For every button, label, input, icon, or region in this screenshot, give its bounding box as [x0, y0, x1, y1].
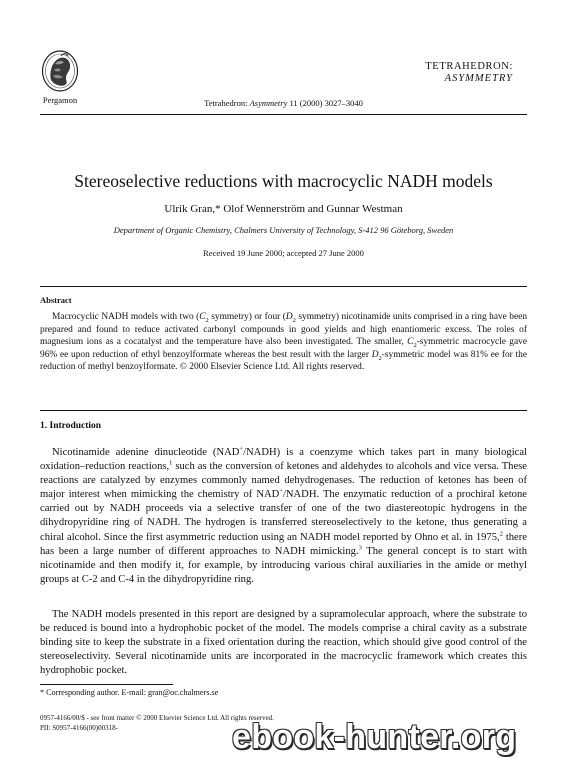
article-dates: Received 19 June 2000; accepted 27 June 2000 — [203, 248, 364, 258]
header-rule — [40, 114, 527, 115]
footnote-rule — [40, 684, 173, 685]
subscript: 2 — [378, 354, 382, 362]
reference-link[interactable]: 3 — [358, 544, 362, 552]
symbol-c: C — [407, 337, 414, 347]
superscript: + — [239, 445, 244, 453]
text-frag: Nicotinamide adenine dinucleotide (NAD — [52, 447, 240, 458]
copyright-line: 0957-4166/00/$ - see front matter © 2000 Elsevier Science Ltd. All rights reserved. — [40, 714, 274, 722]
abstract-heading: Abstract — [40, 295, 72, 305]
symbol-d: D — [371, 349, 379, 360]
abstract-frag: -symmetric macrocycle gave 96% ee upon reduction of ethyl benzoylformate whereas the best result with the larger — [40, 337, 527, 360]
abstract-frag: symmetry) nicotinamide units comprised in a ring have been prepared and found to reduce activated carbonyl compounds in good yields and high enantiomeric excess. The roles of magnesium ions as a cocatalyst and the temperature have also been investigated. The smaller, — [40, 312, 528, 347]
pii-line: PII: S0957-4166(00)00318- — [40, 724, 118, 732]
text-frag: /NADH. The enzymatic reduction of a prochiral ketone carried out by NADH proceeds via a selective transfer of one of the two diastereotopic hydrogens in the dihydropyridine ring of NADH. The hydrogen is transferred stereoselectively to the ketone, thus generating a chiral alcohol. Since the first asymmetric reduction using an NADH model reported by Ohno et al. in 1975, — [40, 489, 527, 543]
publisher-name: Pergamon — [42, 95, 78, 105]
superscript: + — [279, 487, 283, 495]
section-heading-introduction: 1. Introduction — [40, 421, 102, 431]
watermark: ebook-hunter.org — [232, 718, 517, 756]
article-affiliation: Department of Organic Chemistry, Chalmers University of Technology, S-412 96 Göteborg, Sweden — [113, 225, 454, 235]
symbol-c: C — [199, 312, 206, 322]
subscript: 2 — [205, 316, 209, 324]
text-frag: there has been a large number of different approaches to NADH mimicking. — [40, 531, 527, 557]
journal-volume-pages: 11 (2000) 3027–3040 — [287, 98, 363, 108]
subscript: 2 — [413, 341, 417, 349]
article-authors: Ulrik Gran,* Olof Wennerström and Gunnar Westman — [164, 203, 403, 215]
journal-brand — [425, 61, 513, 84]
subscript: 2 — [292, 316, 296, 324]
symbol-d: D — [285, 312, 293, 322]
pergamon-seal-icon — [41, 50, 79, 94]
text-frag: /NADH) is a coenzyme which takes part in many biological oxidation–reduction reactions, — [40, 447, 527, 473]
reference-link[interactable]: 1 — [169, 459, 173, 467]
publisher-logo — [40, 50, 80, 105]
text-frag: such as the conversion of ketones and aldehydes to alcohols and vice versa. These reactions are catalyzed by enzymes commonly named dehydrogenases. The reduction of ketones has been of major interest when mimicking the chemistry of NAD — [40, 461, 527, 501]
journal-subtitle: Asymmetry — [249, 98, 288, 108]
brand-subtitle: ASYMMETRY — [444, 73, 513, 84]
abstract-top-rule — [40, 286, 527, 287]
journal-name: Tetrahedron: — [204, 98, 250, 108]
brand-title: TETRAHEDRON: — [425, 61, 513, 72]
abstract-text — [40, 311, 527, 374]
reference-link[interactable]: 2 — [499, 530, 503, 538]
intro-paragraph-2: The NADH models presented in this report are designed by a supramolecular approach, where the substrate to be reduced is bound into a hydrophobic pocket of the model. The models comprise a chiral cavity as a substrate binding site to keep the substrate in a fixed orientation during the reaction, which should give good control of the stereoselectivity. Several nicotinamide units are incorporated in the macrocyclic framework which creates this hydrophobic pocket. — [40, 609, 527, 677]
abstract-frag: -symmetric model was 81% ee for the reduction of methyl benzoylformate. © 2000 Elsevier Science Ltd. All rights reserved. — [40, 349, 527, 372]
corresponding-author-footnote: * Corresponding author. E-mail: gran@oc.chalmers.se — [40, 688, 219, 697]
intro-paragraph-1 — [40, 446, 527, 587]
journal-citation — [0, 98, 567, 108]
abstract-bottom-rule — [40, 410, 527, 411]
abstract-frag: symmetry) or four ( — [208, 312, 286, 322]
article-title: Stereoselective reductions with macrocyclic NADH models — [74, 171, 493, 191]
abstract-frag: Macrocyclic NADH models with two ( — [52, 312, 200, 322]
text-frag: The general concept is to start with nicotinamide and then modify it, for example, by introducing various chiral auxiliaries in the amide or methyl groups at C-2 and C-4 in the dihydropyridine ring. — [40, 545, 527, 585]
